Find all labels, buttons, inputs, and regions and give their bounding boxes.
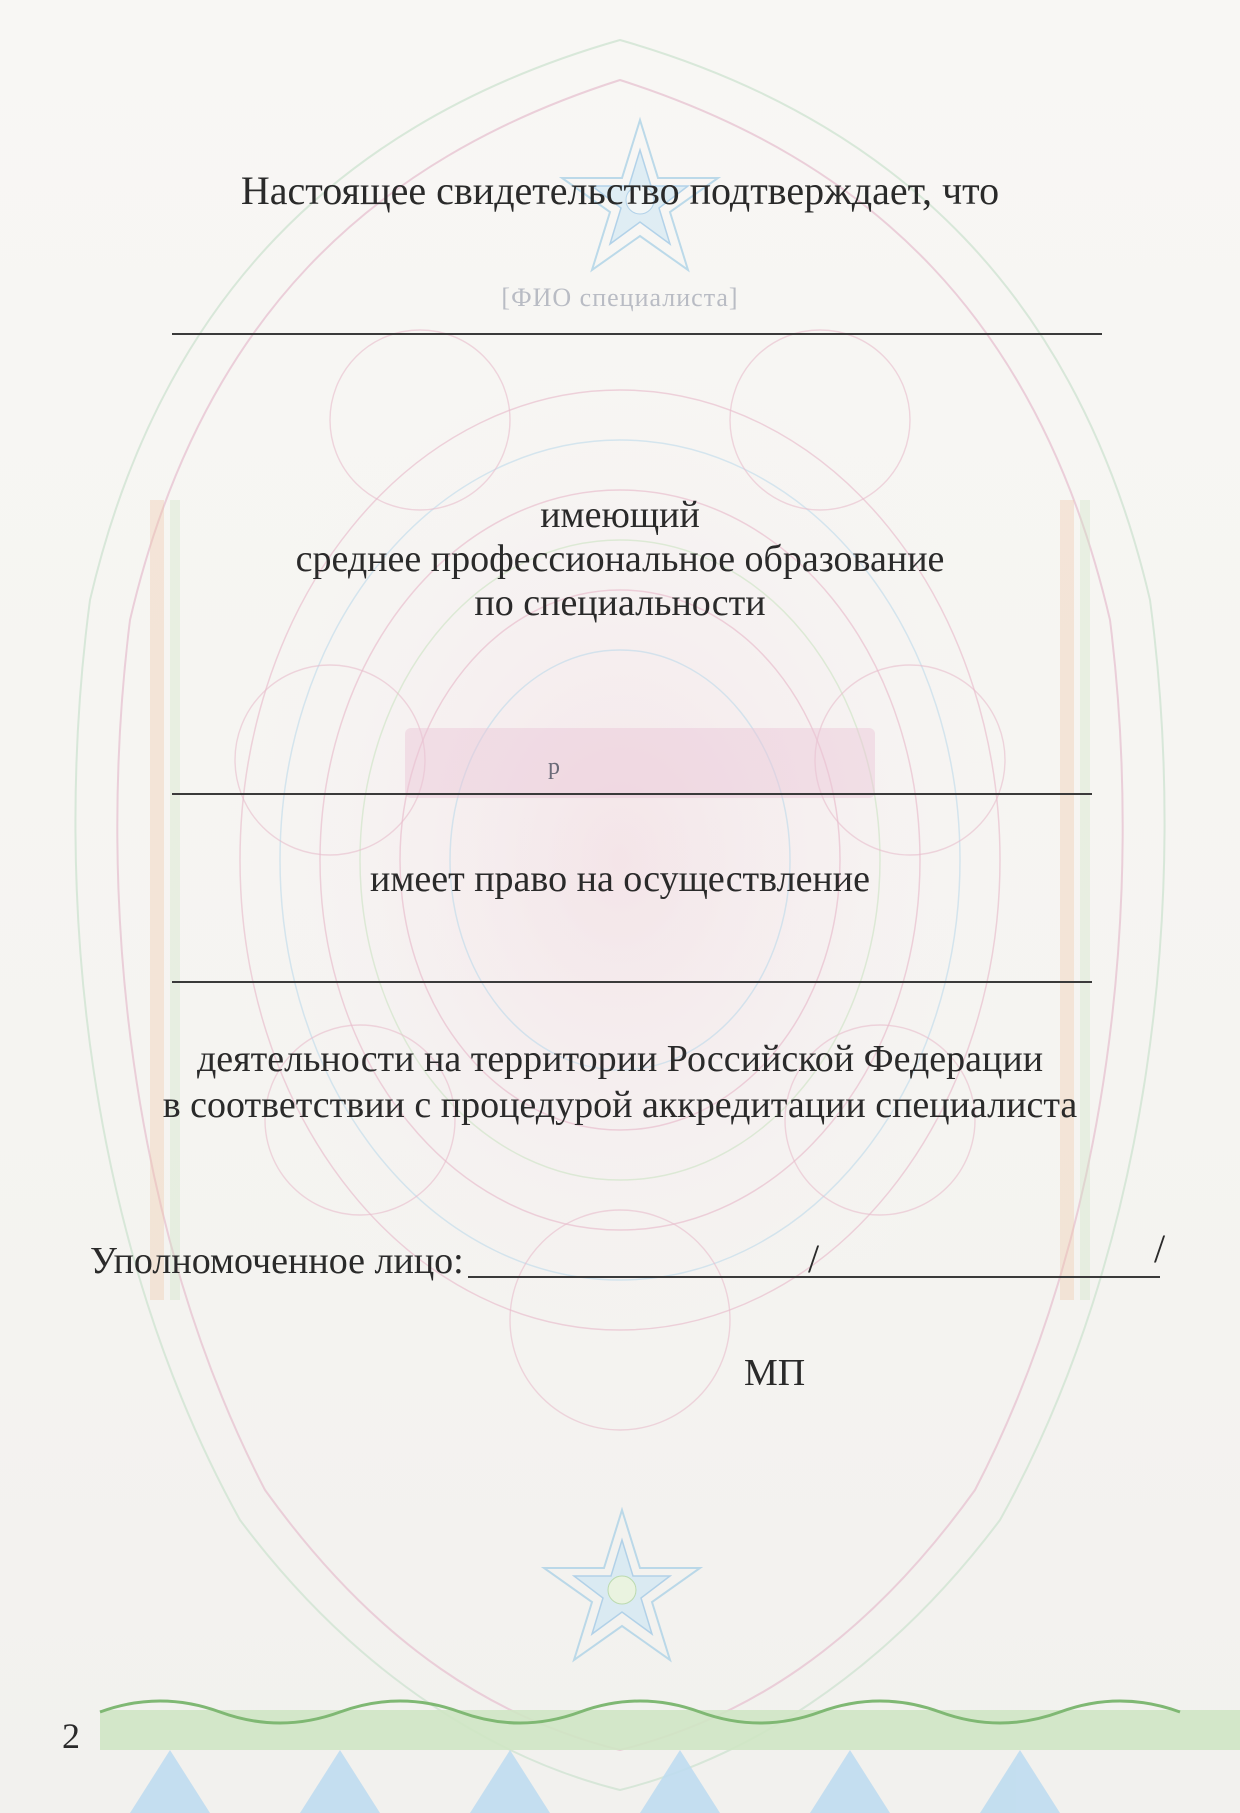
activity-type-line xyxy=(172,981,1092,983)
authorized-label: Уполномоченное лицо: xyxy=(90,1240,464,1282)
specialty-line xyxy=(172,793,1092,795)
bottom-star-icon xyxy=(544,1510,700,1660)
having-line-1: имеющий xyxy=(540,494,700,536)
having-line-3: по специальности xyxy=(474,582,766,624)
specialty-highlight xyxy=(405,728,875,798)
holder-name-faded: [ФИО специалиста] xyxy=(501,283,739,312)
intro-text: Настоящее свидетельство подтверждает, что xyxy=(240,168,1000,213)
signature-separator: / xyxy=(808,1236,820,1281)
holder-name-line xyxy=(172,333,1102,335)
signature-end: / xyxy=(1154,1226,1166,1271)
having-line-2: среднее профессиональное образование xyxy=(295,538,945,580)
specialty-mark: р xyxy=(548,754,560,780)
page-number: 2 xyxy=(62,1716,80,1756)
activity-line-2: в соответствии с процедурой аккредитации специалиста xyxy=(162,1084,1078,1126)
activity-line-1: деятельности на территории Российской Федерации xyxy=(196,1038,1044,1080)
right-text: имеет право на осуществление xyxy=(370,858,870,900)
stamp-label: МП xyxy=(744,1352,806,1394)
